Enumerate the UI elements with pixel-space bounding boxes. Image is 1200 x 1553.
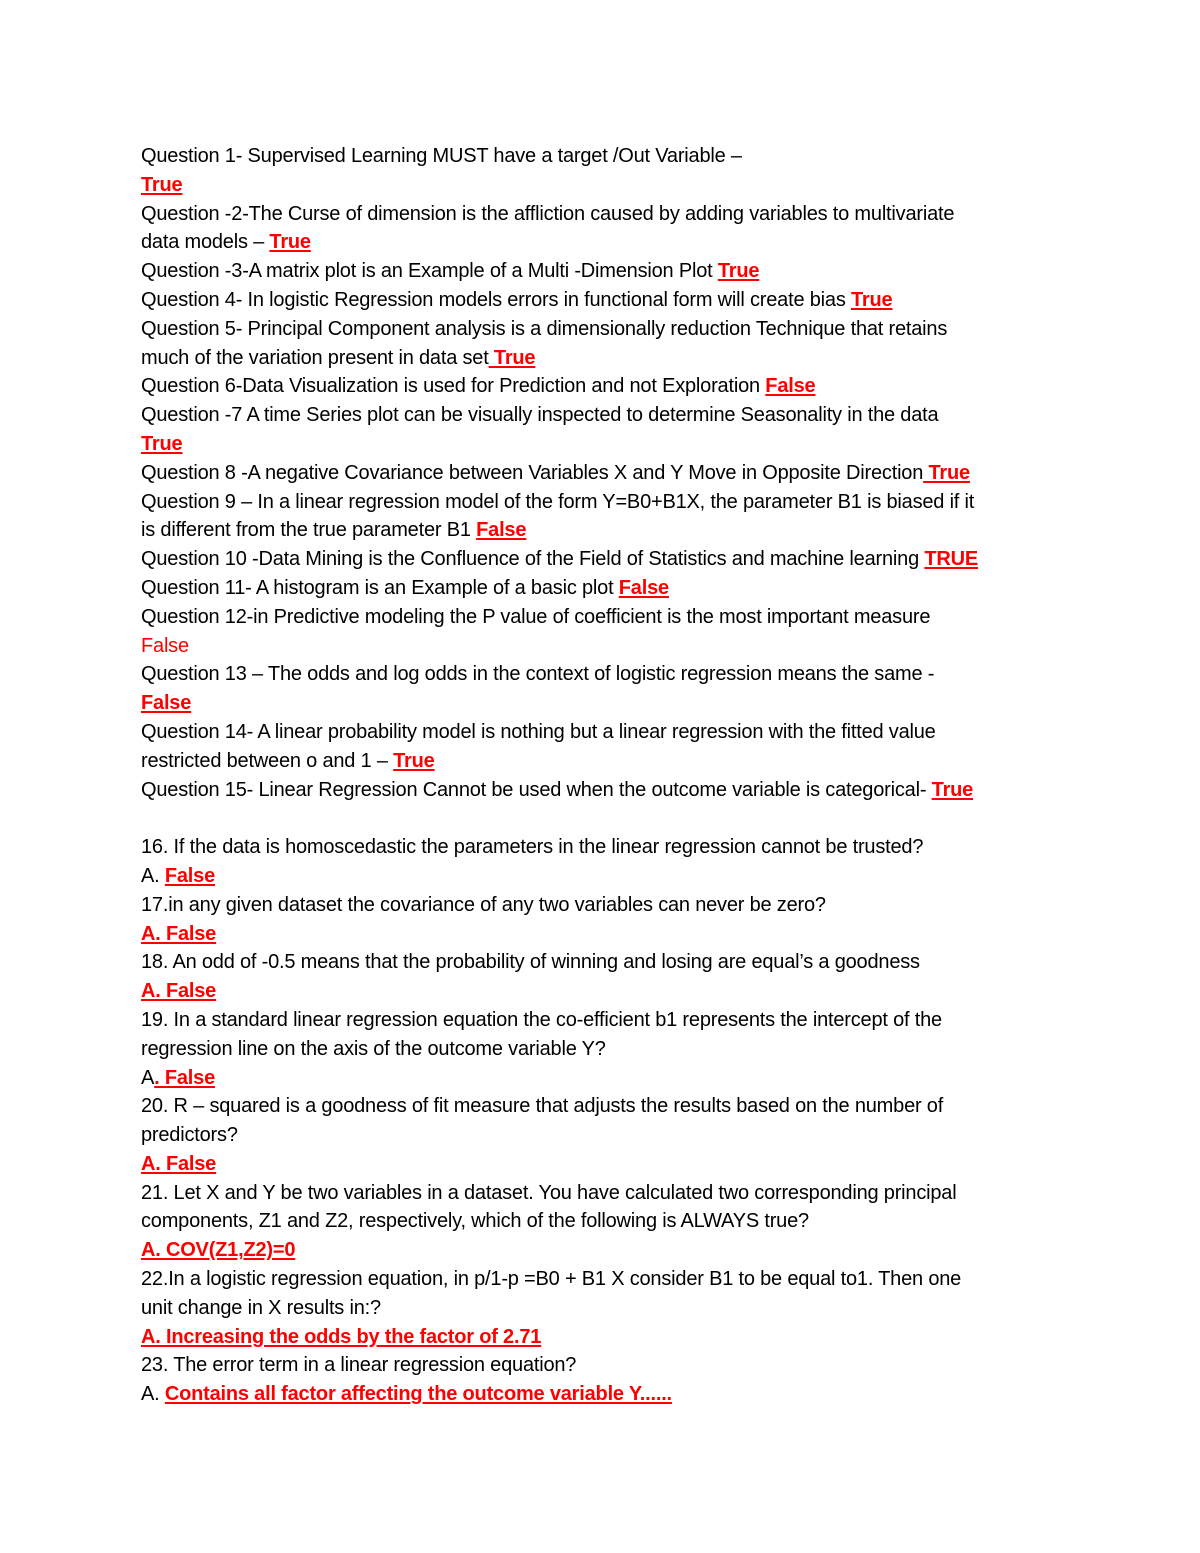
text-line bbox=[141, 372, 1081, 401]
question-text: 22.In a logistic regression equation, in p/1-p =B0 + B1 X consider B1 to be equal to1. Then one bbox=[141, 1268, 962, 1291]
answer-text: False bbox=[164, 864, 216, 887]
text-line bbox=[141, 545, 1081, 574]
question-text: Question 6-Data Visualization is used for Prediction and not Exploration bbox=[141, 375, 766, 398]
question-text: data models – bbox=[141, 231, 270, 254]
text-line bbox=[141, 1150, 1081, 1179]
text-line bbox=[141, 833, 1081, 862]
answer-text: Contains all factor affecting the outcome variable Y...... bbox=[164, 1383, 672, 1406]
text-line bbox=[141, 603, 1081, 632]
answer-text: True bbox=[141, 432, 183, 455]
blank-line bbox=[141, 804, 1081, 833]
question-text: 20. R – squared is a goodness of fit measure that adjusts the results based on the number of bbox=[141, 1095, 944, 1118]
answer-text: True bbox=[850, 288, 893, 311]
question-text: Question 12-in Predictive modeling the P value of coefficient is the most important measure bbox=[141, 605, 931, 628]
text-line bbox=[141, 948, 1081, 977]
text-line bbox=[141, 1380, 1081, 1409]
question-text: Question -7 A time Series plot can be visually inspected to determine Seasonality in the data bbox=[141, 404, 939, 427]
question-text: predictors? bbox=[141, 1124, 238, 1147]
answer-text: False bbox=[141, 634, 189, 657]
text-line bbox=[141, 1207, 1081, 1236]
text-line bbox=[141, 286, 1081, 315]
text-line bbox=[141, 862, 1081, 891]
text-line bbox=[141, 776, 1081, 805]
text-line bbox=[141, 1294, 1081, 1323]
text-line bbox=[141, 459, 1081, 488]
text-line bbox=[141, 401, 1081, 430]
answer-text: False bbox=[765, 375, 816, 398]
answer-text: A. False bbox=[141, 980, 217, 1003]
question-text: Question 11- A histogram is an Example of a basic plot bbox=[141, 576, 619, 599]
question-text: 21. Let X and Y be two variables in a dataset. You have calculated two corresponding principal bbox=[141, 1181, 957, 1204]
text-line bbox=[141, 574, 1081, 603]
text-line bbox=[141, 1351, 1081, 1380]
text-line bbox=[141, 200, 1081, 229]
answer-text: A. COV(Z1,Z2)=0 bbox=[141, 1239, 296, 1262]
question-text: Question -2-The Curse of dimension is the affliction caused by adding variables to multivariate bbox=[141, 202, 955, 225]
text-line bbox=[141, 1006, 1081, 1035]
text-line bbox=[141, 891, 1081, 920]
answer-text: True bbox=[269, 231, 311, 254]
text-line bbox=[141, 1236, 1081, 1265]
text-line bbox=[141, 488, 1081, 517]
question-text: A. bbox=[141, 1383, 165, 1406]
question-text: Question 8 -A negative Covariance between Variables X and Y Move in Opposite Direction bbox=[141, 461, 924, 484]
answer-text: True bbox=[488, 346, 536, 369]
answer-text: False bbox=[476, 519, 527, 542]
text-line bbox=[141, 660, 1081, 689]
answer-text: True bbox=[931, 778, 974, 801]
question-text: 16. If the data is homoscedastic the parameters in the linear regression cannot be trusted? bbox=[141, 836, 924, 859]
answer-text: False bbox=[141, 692, 192, 715]
question-text: Question 15- Linear Regression Cannot be used when the outcome variable is categorical- bbox=[141, 778, 932, 801]
question-text: A. bbox=[141, 864, 165, 887]
question-text: 18. An odd of -0.5 means that the probability of winning and losing are equal’s a goodness bbox=[141, 951, 920, 974]
answer-text: TRUE bbox=[924, 548, 979, 571]
answer-text: False bbox=[618, 576, 669, 599]
text-line bbox=[141, 1121, 1081, 1150]
text-line bbox=[141, 142, 1081, 171]
document-body bbox=[141, 142, 1081, 1409]
question-text: Question 13 – The odds and log odds in the context of logistic regression means the same - bbox=[141, 663, 935, 686]
text-line bbox=[141, 228, 1081, 257]
question-text: Question 14- A linear probability model is nothing but a linear regression with the fitted value bbox=[141, 720, 936, 743]
text-line bbox=[141, 257, 1081, 286]
question-text: 23. The error term in a linear regression equation? bbox=[141, 1354, 577, 1377]
answer-text: . False bbox=[154, 1066, 215, 1089]
question-text: components, Z1 and Z2, respectively, which of the following is ALWAYS true? bbox=[141, 1210, 809, 1233]
question-text: 19. In a standard linear regression equation the co-efficient b1 represents the intercept of the bbox=[141, 1008, 942, 1031]
text-line bbox=[141, 1265, 1081, 1294]
text-line bbox=[141, 1064, 1081, 1093]
question-text: unit change in X results in:? bbox=[141, 1296, 381, 1319]
answer-text: A. Increasing the odds by the factor of 2.71 bbox=[141, 1325, 542, 1348]
answer-text: True bbox=[393, 749, 435, 772]
question-text: Question 5- Principal Component analysis is a dimensionally reduction Technique that retains bbox=[141, 317, 948, 340]
text-line bbox=[141, 1323, 1081, 1352]
text-line bbox=[141, 1092, 1081, 1121]
question-text: much of the variation present in data set bbox=[141, 346, 489, 369]
text-line bbox=[141, 747, 1081, 776]
question-text: Question 1- Supervised Learning MUST have a target /Out Variable – bbox=[141, 145, 742, 167]
answer-text: True bbox=[717, 260, 760, 283]
answer-text: True bbox=[923, 461, 970, 484]
question-text: Question 9 – In a linear regression model of the form Y=B0+B1X, the parameter B1 is biased if it bbox=[141, 490, 975, 513]
question-text: A bbox=[141, 1066, 155, 1089]
text-line bbox=[141, 920, 1081, 949]
text-line bbox=[141, 689, 1081, 718]
question-text: 17.in any given dataset the covariance of any two variables can never be zero? bbox=[141, 893, 826, 916]
text-line bbox=[141, 632, 1081, 661]
question-text: Question -3-A matrix plot is an Example of a Multi -Dimension Plot bbox=[141, 260, 718, 283]
question-text: Question 4- In logistic Regression models errors in functional form will create bias bbox=[141, 288, 851, 311]
question-text: is different from the true parameter B1 bbox=[141, 519, 477, 542]
text-line bbox=[141, 1035, 1081, 1064]
text-line bbox=[141, 977, 1081, 1006]
question-text: restricted between o and 1 – bbox=[141, 749, 394, 772]
text-line bbox=[141, 315, 1081, 344]
text-line bbox=[141, 1179, 1081, 1208]
text-line bbox=[141, 718, 1081, 747]
text-line bbox=[141, 171, 1081, 200]
answer-text: True bbox=[141, 173, 183, 196]
text-line bbox=[141, 430, 1081, 459]
question-text: regression line on the axis of the outcome variable Y? bbox=[141, 1037, 606, 1060]
answer-text: A. False bbox=[141, 922, 217, 945]
question-text: Question 10 -Data Mining is the Confluence of the Field of Statistics and machine learning bbox=[141, 548, 925, 571]
text-line bbox=[141, 344, 1081, 373]
text-line bbox=[141, 516, 1081, 545]
answer-text: A. False bbox=[141, 1152, 217, 1175]
